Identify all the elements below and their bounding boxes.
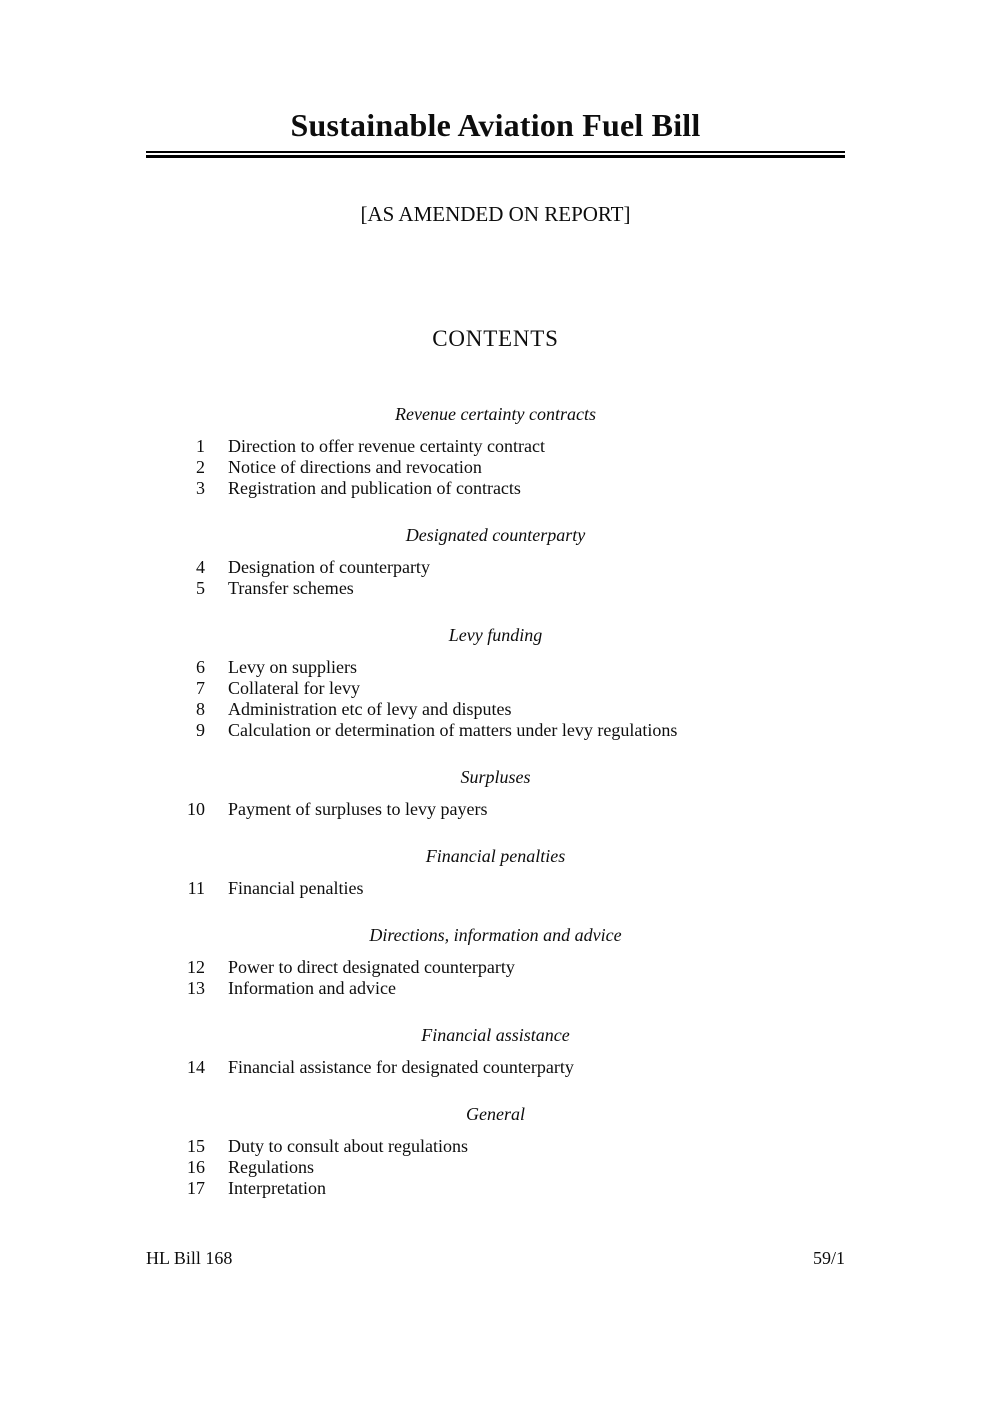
clause-number: 8 <box>196 699 205 719</box>
clause-number: 11 <box>187 878 205 898</box>
page-footer <box>146 1248 845 1269</box>
contents-section <box>146 846 845 899</box>
bill-number: HL Bill 168 <box>146 1248 233 1268</box>
clause-number: 7 <box>196 678 205 698</box>
section-heading: Levy funding <box>448 625 543 645</box>
section-heading: Financial penalties <box>425 846 566 866</box>
title-double-rule <box>146 151 845 158</box>
section-heading: Designated counterparty <box>405 525 586 545</box>
clause-number: 12 <box>187 957 205 977</box>
clause-number: 10 <box>187 799 205 819</box>
clause-title: Collateral for levy <box>228 678 360 698</box>
section-heading: Surpluses <box>460 767 531 787</box>
section-heading: Financial assistance <box>421 1025 570 1045</box>
clause-title: Registration and publication of contracts <box>228 478 521 498</box>
clause-title: Transfer schemes <box>228 578 354 598</box>
section-heading: Directions, information and advice <box>369 925 622 945</box>
section-items <box>146 436 845 499</box>
section-items <box>146 878 845 899</box>
contents-item <box>146 578 845 599</box>
section-items <box>146 1057 845 1078</box>
contents-item <box>146 799 845 820</box>
clause-number: 16 <box>187 1157 205 1177</box>
contents-item <box>146 478 845 499</box>
clause-title: Interpretation <box>228 1178 326 1198</box>
clause-title: Designation of counterparty <box>228 557 430 577</box>
contents-section <box>146 767 845 820</box>
contents-section <box>146 525 845 599</box>
clause-number: 3 <box>196 478 205 498</box>
contents-list <box>146 404 845 1199</box>
contents-item <box>146 1178 845 1199</box>
section-heading: Revenue certainty contracts <box>395 404 596 424</box>
clause-number: 15 <box>187 1136 205 1156</box>
clause-title: Administration etc of levy and disputes <box>228 699 512 719</box>
clause-number: 4 <box>196 557 205 577</box>
clause-title: Financial assistance for designated counterparty <box>228 1057 574 1077</box>
bill-title: Sustainable Aviation Fuel Bill <box>290 107 701 143</box>
section-items <box>146 799 845 820</box>
clause-number: 5 <box>196 578 205 598</box>
clause-number: 14 <box>187 1057 205 1077</box>
contents-item <box>146 457 845 478</box>
section-heading: General <box>466 1104 525 1124</box>
contents-item <box>146 557 845 578</box>
clause-number: 6 <box>196 657 205 677</box>
clause-number: 1 <box>196 436 205 456</box>
section-items <box>146 557 845 599</box>
contents-item <box>146 1057 845 1078</box>
contents-section <box>146 404 845 499</box>
stage-note: [AS AMENDED ON REPORT] <box>360 202 631 226</box>
contents-section <box>146 1104 845 1199</box>
contents-heading: CONTENTS <box>432 326 559 351</box>
contents-item <box>146 1136 845 1157</box>
clause-title: Regulations <box>228 1157 314 1177</box>
clause-title: Financial penalties <box>228 878 364 898</box>
clause-title: Direction to offer revenue certainty contract <box>228 436 546 456</box>
contents-item <box>146 1157 845 1178</box>
clause-number: 13 <box>187 978 205 998</box>
contents-item <box>146 657 845 678</box>
clause-title: Payment of surpluses to levy payers <box>228 799 488 819</box>
clause-title: Levy on suppliers <box>228 657 357 677</box>
session-code: 59/1 <box>812 1248 845 1268</box>
section-items <box>146 1136 845 1199</box>
clause-number: 9 <box>196 720 205 740</box>
clause-title: Calculation or determination of matters under levy regulations <box>228 720 678 740</box>
contents-section <box>146 625 845 741</box>
contents-item <box>146 436 845 457</box>
clause-title: Power to direct designated counterparty <box>228 957 515 977</box>
contents-item <box>146 878 845 899</box>
clause-title: Duty to consult about regulations <box>228 1136 468 1156</box>
section-items <box>146 957 845 999</box>
contents-item <box>146 720 845 741</box>
contents-section <box>146 1025 845 1078</box>
clause-number: 17 <box>187 1178 205 1198</box>
contents-item <box>146 957 845 978</box>
contents-item <box>146 978 845 999</box>
clause-title: Information and advice <box>228 978 396 998</box>
contents-section <box>146 925 845 999</box>
section-items <box>146 657 845 741</box>
contents-item <box>146 678 845 699</box>
contents-item <box>146 699 845 720</box>
clause-number: 2 <box>196 457 205 477</box>
clause-title: Notice of directions and revocation <box>228 457 482 477</box>
